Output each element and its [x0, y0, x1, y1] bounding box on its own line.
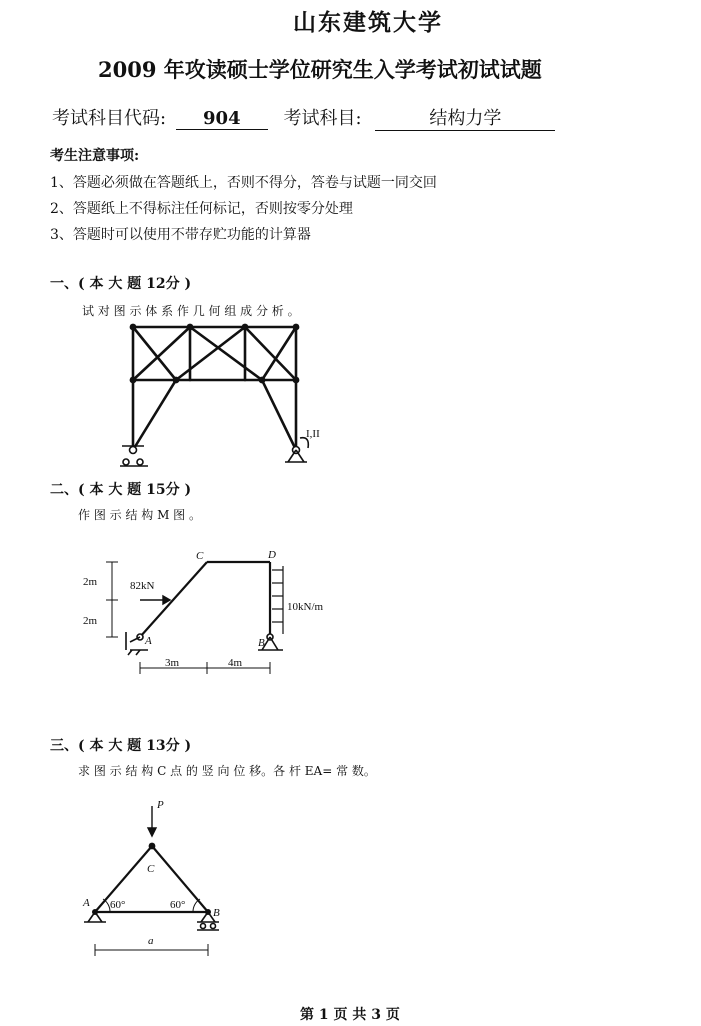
q2-dim-2m-top: 2m [83, 576, 98, 588]
q2-dim-4m: 4m [228, 657, 243, 669]
notes-item: 3、答题时可以使用不带存贮功能的计算器 [50, 227, 311, 243]
question-1-text: 试 对 图 示 体 系 作 几 何 组 成 分 析 。 [82, 304, 300, 318]
exam-title: 2009 年攻读硕士学位研究生入学考试初试试题 [98, 57, 542, 82]
question-3-text: 求 图 示 结 构 C 点 的 竖 向 位 移。各 杆 EA= 常 数。 [78, 764, 376, 778]
subject-code-value: 904 [176, 108, 268, 130]
subject-name-value: 结构力学 [375, 104, 555, 131]
q1-support-label: I,II [306, 428, 320, 440]
notes-item: 1、答题必须做在答题纸上，否则不得分，答卷与试题一同交回 [50, 175, 437, 191]
q3-load-label: P [157, 799, 164, 811]
page-number: 第 1 页 共 3 页 [300, 1007, 400, 1023]
q2-load-distributed: 10kN/m [287, 601, 324, 613]
q2-node-d-label: D [268, 549, 276, 561]
q3-node-c-label: C [147, 863, 155, 875]
question-1-heading: 一、( 本 大 题 12分 ) [50, 276, 192, 292]
question-2-text: 作 图 示 结 构 M 图 。 [78, 508, 201, 522]
question-2-heading: 二、( 本 大 题 15分 ) [50, 482, 192, 498]
question-3-heading: 三、( 本 大 题 13分 ) [50, 738, 192, 754]
q2-node-c-label: C [196, 550, 204, 562]
q2-node-a-label: A [145, 635, 152, 647]
q2-dim-2m-bottom: 2m [83, 615, 98, 627]
q3-angle-right: 60° [170, 899, 186, 911]
subject-name-label: 考试科目: [283, 108, 362, 129]
q2-node-b-label: B [258, 637, 265, 649]
q3-node-b-label: B [213, 907, 220, 919]
subject-code-label: 考试科目代码: [52, 108, 167, 129]
q3-dim-a-label: a [148, 935, 154, 947]
q2-load-82kn: 82kN [130, 580, 155, 592]
q3-node-a-label: A [83, 897, 90, 909]
notes-title: 考生注意事项: [50, 148, 140, 164]
university-name: 山东建筑大学 [293, 9, 443, 36]
q3-angle-left: 60° [110, 899, 126, 911]
q2-dim-3m: 3m [165, 657, 180, 669]
notes-item: 2、答题纸上不得标注任何标记，否则按零分处理 [50, 201, 353, 217]
